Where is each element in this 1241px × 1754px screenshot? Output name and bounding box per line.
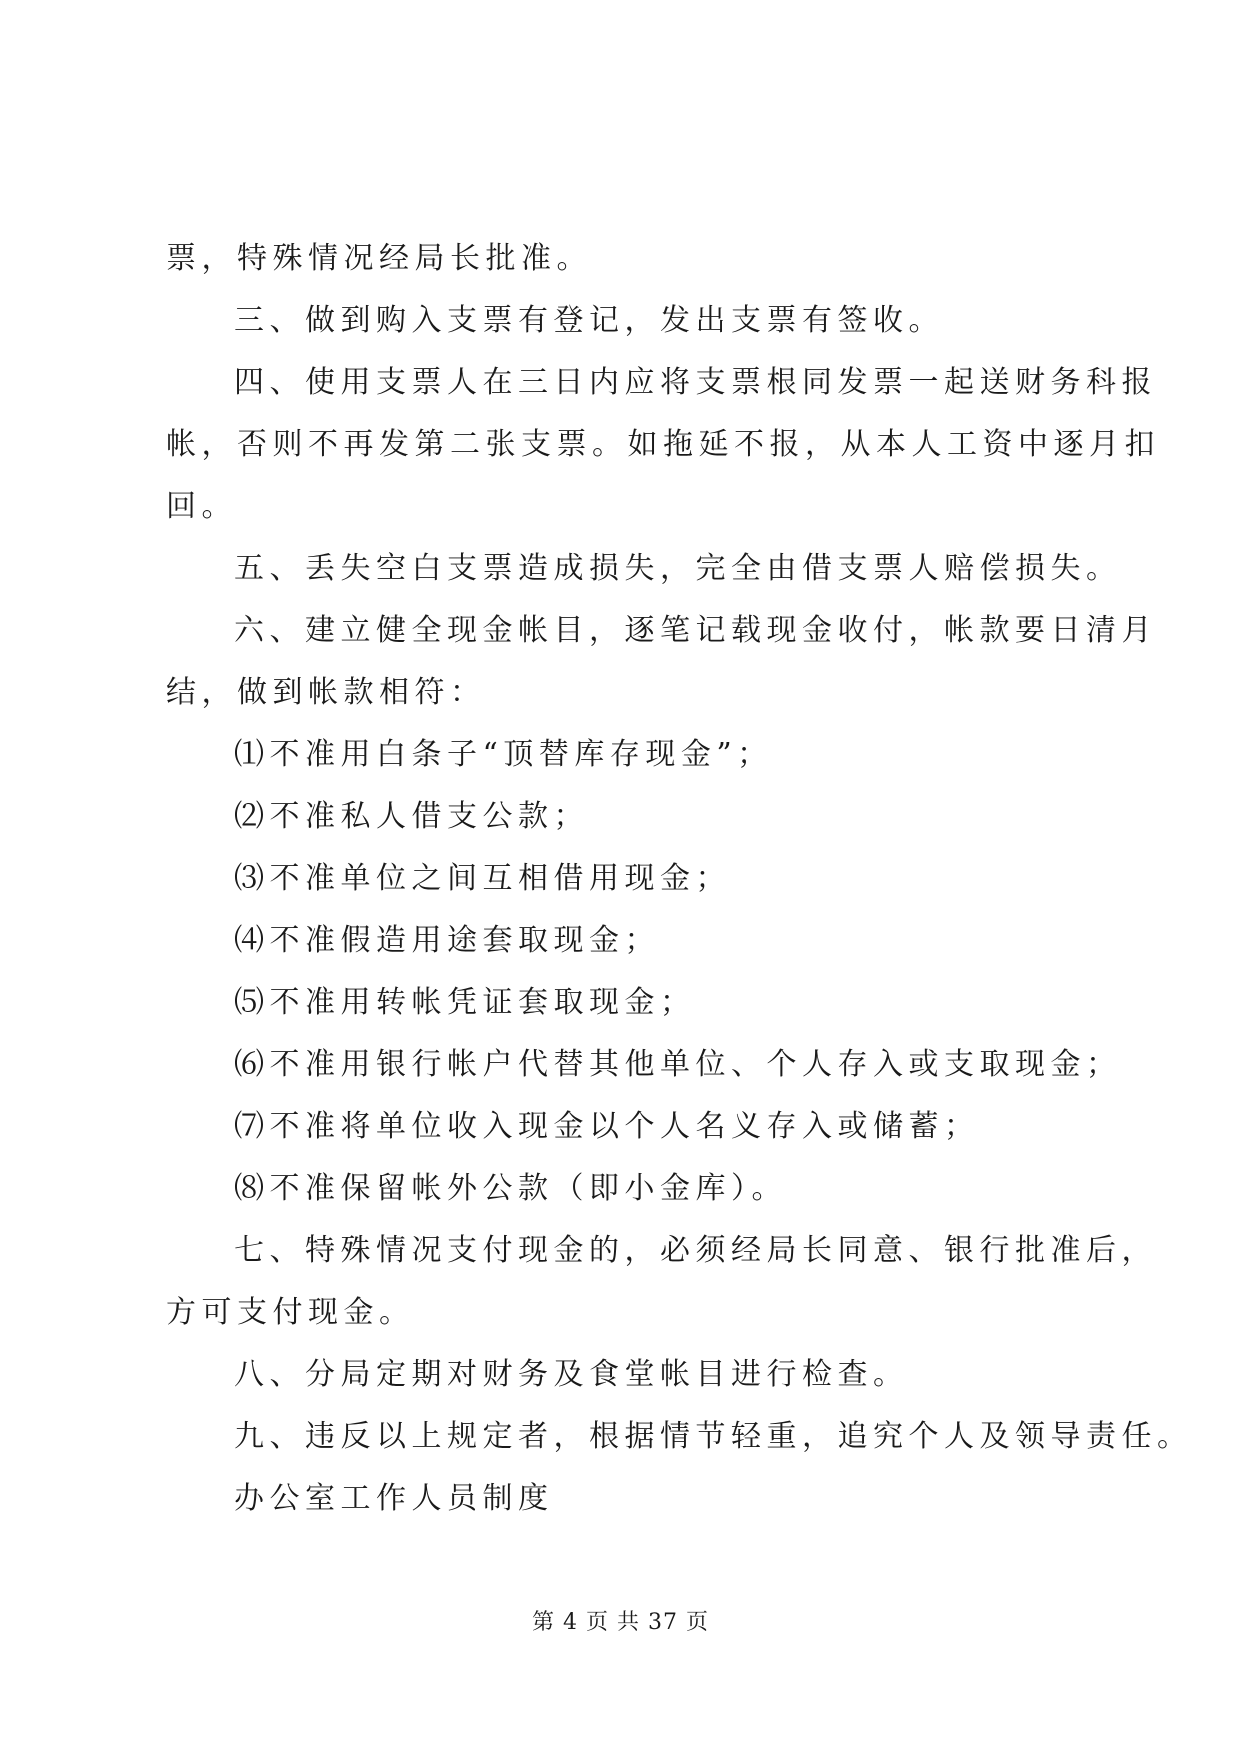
- text-line-8: 结，做到帐款相符：: [166, 675, 486, 710]
- text-line-7: 六、建立健全现金帐目，逐笔记载现金收付，帐款要日清月: [234, 613, 1157, 648]
- text-line-5: 回。: [166, 489, 237, 524]
- text-line-12: ⑷不准假造用途套取现金；: [234, 923, 660, 958]
- text-line-18: 方可支付现金。: [166, 1295, 415, 1330]
- section-heading: 办公室工作人员制度: [234, 1481, 554, 1516]
- text-line-3: 四、使用支票人在三日内应将支票根同发票一起送财务科报: [234, 365, 1157, 400]
- text-line-9: ⑴不准用白条子“顶替库存现金”；: [234, 737, 773, 772]
- document-body: [166, 228, 1193, 1530]
- text-line-19: 八、分局定期对财务及食堂帐目进行检查。: [234, 1357, 909, 1392]
- text-line-4: 帐，否则不再发第二张支票。如拖延不报，从本人工资中逐月扣: [166, 427, 1160, 462]
- text-line-2: 三、做到购入支票有登记，发出支票有签收。: [234, 303, 944, 338]
- page-number-label: 第 4 页 共 37 页: [532, 1610, 709, 1635]
- text-line-10: ⑵不准私人借支公款；: [234, 799, 589, 834]
- text-line-15: ⑺不准将单位收入现金以个人名义存入或储蓄；: [234, 1109, 980, 1144]
- text-line-17: 七、特殊情况支付现金的，必须经局长同意、银行批准后，: [234, 1233, 1157, 1268]
- text-line-1: 票，特殊情况经局长批准。: [166, 241, 592, 276]
- text-line-6: 五、丢失空白支票造成损失，完全由借支票人赔偿损失。: [234, 551, 1122, 586]
- text-line-14: ⑹不准用银行帐户代替其他单位、个人存入或支取现金；: [234, 1047, 1122, 1082]
- text-line-20: 九、违反以上规定者，根据情节轻重，追究个人及领导责任。: [234, 1419, 1193, 1454]
- page-footer: [0, 1608, 1241, 1638]
- text-line-11: ⑶不准单位之间互相借用现金；: [234, 861, 731, 896]
- text-line-13: ⑸不准用转帐凭证套取现金；: [234, 985, 696, 1020]
- text-line-16: ⑻不准保留帐外公款（即小金库）。: [234, 1171, 787, 1206]
